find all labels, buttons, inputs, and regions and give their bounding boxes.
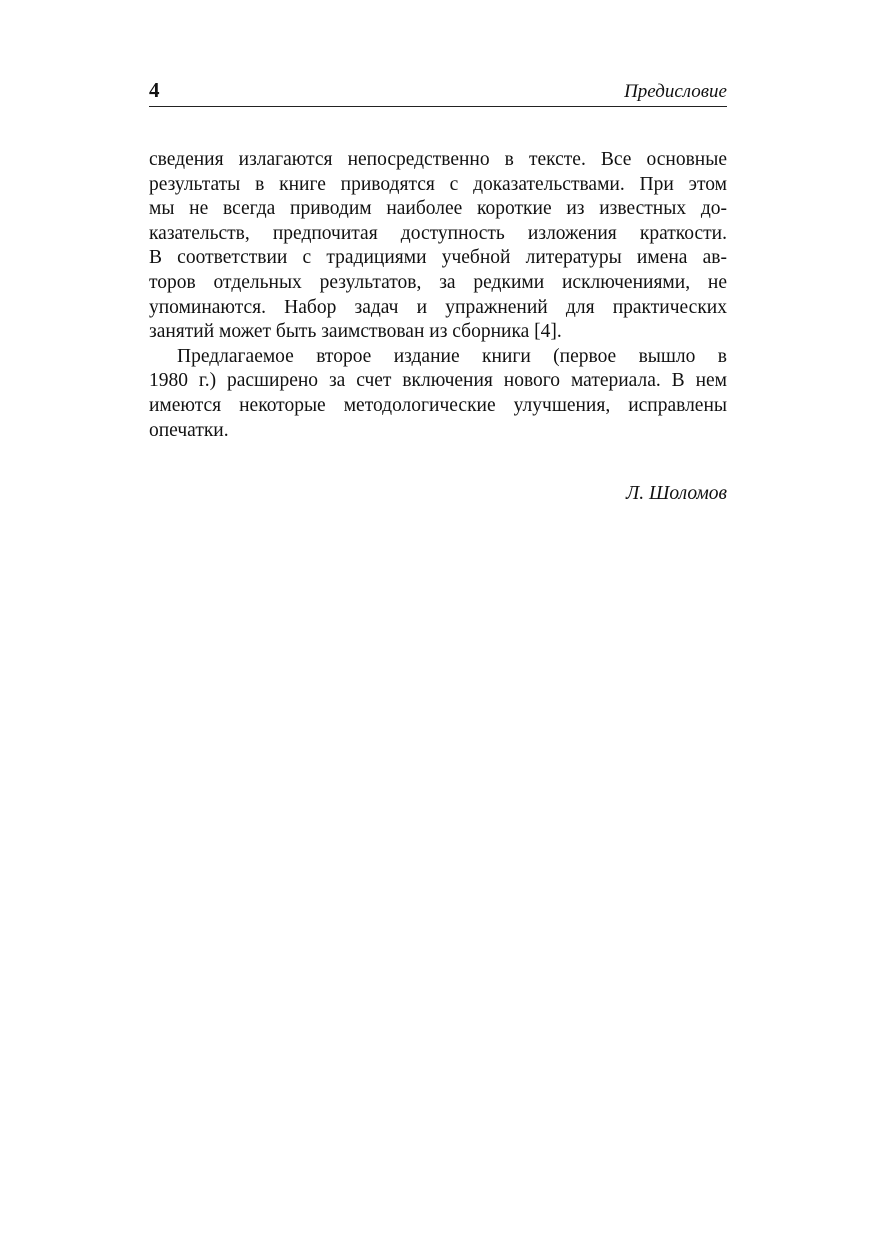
text-line: сведения излагаются непосредственно в тексте. Все основные	[149, 149, 727, 170]
text-line: торов отдельных результатов, за редкими исключениями, не	[149, 271, 727, 293]
text-line: опечатки.	[149, 419, 229, 441]
text-line: имеются некоторые методологические улучшения, исправлены	[149, 394, 727, 416]
page-number: 4	[149, 78, 160, 102]
text-line: мы не всегда приводим наиболее короткие из известных до-	[149, 198, 727, 220]
author-signature: Л. Шоломов	[626, 483, 727, 504]
text-line: Предлагаемое второе издание книги (первое вышло в	[177, 345, 727, 367]
running-head	[149, 78, 727, 107]
body-text	[149, 148, 727, 443]
text-line: результаты в книге приводятся с доказательствами. При этом	[149, 173, 727, 195]
text-line: занятий может быть заимствован из сборника [4].	[149, 321, 562, 343]
text-line: В соответствии с традициями учебной литературы имена ав-	[149, 247, 727, 269]
text-line: 1980 г.) расширено за счет включения нового материала. В нем	[149, 370, 727, 392]
text-line: казательств, предпочитая доступность изложения краткости.	[149, 222, 727, 244]
section-title: Предисловие	[624, 81, 727, 102]
text-line: упоминаются. Набор задач и упражнений для практических	[149, 296, 727, 318]
